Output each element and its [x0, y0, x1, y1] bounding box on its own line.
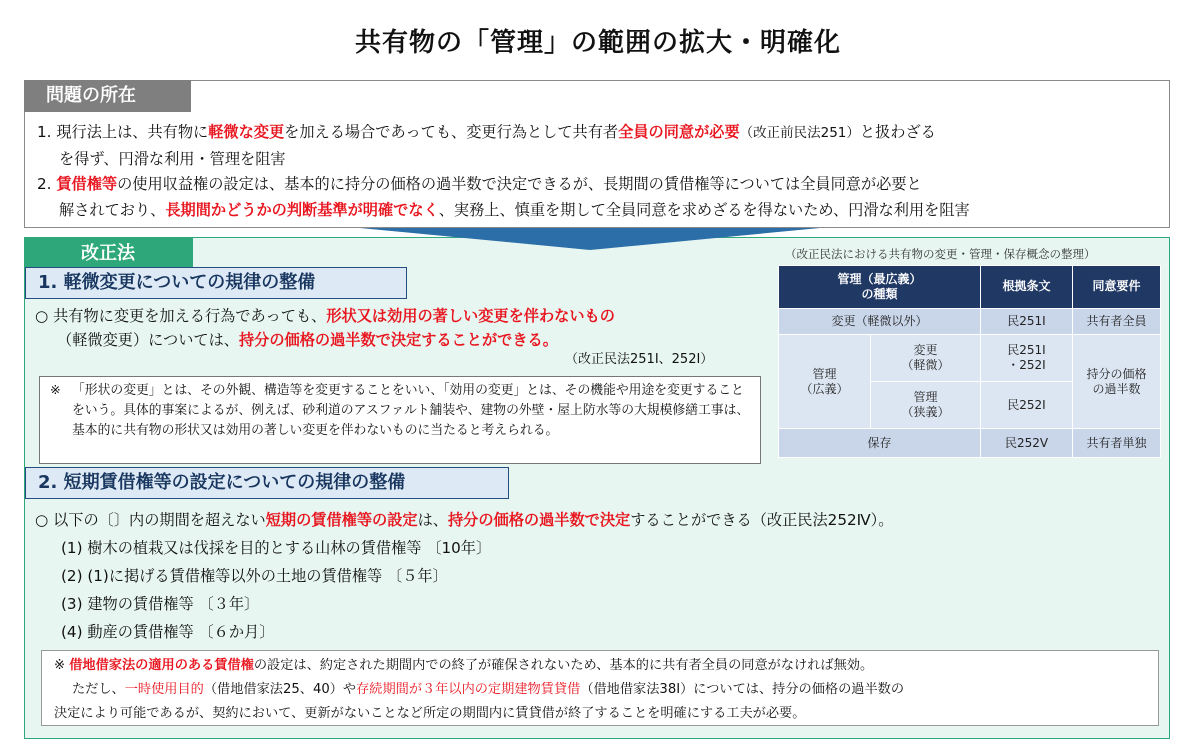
text: ○ 共有物に変更を加える行為であっても、 — [35, 307, 327, 325]
table-header-type: 管理（最広義） の種類 — [779, 266, 981, 309]
text: （借地借家法25、40）や — [203, 682, 357, 697]
section-1-note — [39, 376, 761, 464]
bottom-note-line-2 — [54, 678, 1146, 702]
table-header-consent: 同意要件 — [1073, 266, 1161, 309]
bottom-note — [41, 650, 1159, 726]
emphasis: 短期の賃借権等の設定 — [265, 511, 418, 529]
emphasis: 全員の同意が必要 — [618, 123, 740, 141]
table-cell: 変更（軽微以外） — [779, 308, 981, 335]
table-cell: 共有者単独 — [1073, 429, 1161, 458]
emphasis: 借地借家法の適用のある賃借権 — [69, 658, 254, 673]
table-cell: 持分の価格 の過半数 — [1073, 335, 1161, 429]
problem-label: 問題の所在 — [24, 80, 191, 112]
emphasis: 一時使用目的 — [124, 682, 204, 697]
text: の使用収益権の設定は、基本的に持分の価格の過半数で決定できるが、長期間の賃借権等については全員同意が必要と — [117, 175, 922, 193]
problem-item-1 — [37, 119, 1157, 172]
table-cell: 管理 （広義） — [779, 335, 871, 429]
emphasis: 長期間かどうかの判断基準が明確でなく — [165, 201, 439, 219]
problem-item-2 — [37, 171, 1157, 223]
table-cell: 保存 — [779, 429, 981, 458]
text: 決定により可能であるが、契約において、更新がないことなど所定の期間内に賃貸借が終了することを明確にする工夫が必要。 — [54, 706, 806, 721]
bottom-note-line-3 — [54, 702, 1146, 726]
note-mark: ※ — [54, 658, 70, 673]
text: （軽微変更）については、 — [57, 331, 239, 349]
page-title: 共有物の「管理」の範囲の拡大・明確化 — [354, 28, 841, 58]
emphasis: 持分の価格の過半数で決定 — [447, 511, 631, 529]
table-cell: 管理 （狭義） — [871, 382, 981, 429]
list-item: (2) (1)に掲げる賃借権等以外の土地の賃借権等 〔５年〕 — [61, 567, 448, 585]
table-cell: 民251Ⅰ ・252Ⅰ — [981, 335, 1073, 382]
text: の設定は、約定された期間内での終了が確保されないため、基本的に共有者全員の同意がなければ無効。 — [253, 658, 874, 673]
text: を得ず、円滑な利用・管理を阻害 — [59, 150, 286, 168]
emphasis: 軽微な変更 — [208, 123, 285, 141]
text: することができる（改正民法252Ⅳ）。 — [630, 511, 894, 529]
text: 2. — [37, 175, 57, 193]
table-cell: 民251Ⅰ — [981, 308, 1073, 335]
text: 、実務上、慎重を期して全員同意を求めざるを得ないため、円滑な利用を阻害 — [438, 201, 970, 219]
note-mark: ※ — [50, 383, 61, 398]
text: と扱わざる — [859, 123, 936, 141]
text: ただし、 — [72, 682, 125, 697]
legal-reference: （改正前民法251） — [739, 125, 860, 141]
reform-label: 改正法 — [25, 238, 193, 269]
list-item: (1) 樹木の植栽又は伐採を目的とする山林の賃借権等 〔10年〕 — [61, 539, 492, 557]
table-cell: 変更 （軽微） — [871, 335, 981, 382]
section-1-reference: （改正民法251Ⅰ、252Ⅰ） — [565, 352, 714, 367]
concept-table — [778, 265, 1161, 458]
emphasis: 持分の価格の過半数で決定することができる。 — [238, 331, 558, 349]
section-1-body — [35, 304, 775, 352]
table-cell: 民252Ⅰ — [981, 382, 1073, 429]
problem-box — [24, 80, 1170, 228]
emphasis: 賃借権等 — [56, 175, 118, 193]
text: 1. 現行法上は、共有物に — [37, 123, 209, 141]
table-header-article: 根拠条文 — [981, 266, 1073, 309]
text: を加える場合であっても、変更行為として共有者 — [284, 123, 619, 141]
section-2-heading: 2. 短期賃借権等の設定についての規律の整備 — [25, 467, 509, 499]
note-text: 「形状の変更」とは、その外観、構造等を変更することをいい、「効用の変更」とは、その機能や用途を変更することをいう。具体的事案によるが、例えば、砂利道のアスファルト舗装や、建物の外壁・屋上防水等の大規模修繕工事は、基本的に共有物の形状又は効用の著しい変更を伴わないものに当たると考えられる。 — [72, 383, 750, 438]
emphasis: 形状又は効用の著しい変更を伴わないもの — [326, 307, 615, 325]
text: （借地借家法38Ⅰ）については、持分の価格の過半数の — [580, 682, 905, 697]
section-1-heading: 1. 軽微変更についての規律の整備 — [25, 267, 407, 299]
table-cell: 民252Ⅴ — [981, 429, 1073, 458]
section-2-body — [35, 508, 1155, 532]
list-item: (3) 建物の賃借権等 〔３年〕 — [61, 595, 260, 613]
table-cell: 共有者全員 — [1073, 308, 1161, 335]
list-item: (4) 動産の賃借権等 〔６か月〕 — [61, 623, 275, 641]
bottom-note-line-1 — [54, 654, 1146, 678]
text: は、 — [417, 511, 448, 529]
emphasis: 存続期間が３年以内の定期建物賃貸借 — [356, 682, 581, 697]
text: 解されており、 — [59, 201, 166, 219]
text: ○ 以下の〔〕内の期間を超えない — [35, 511, 266, 529]
down-arrow-icon — [360, 228, 820, 250]
table-caption: （改正民法における共有物の変更・管理・保存概念の整理） — [785, 247, 1096, 261]
reform-box — [24, 237, 1170, 739]
